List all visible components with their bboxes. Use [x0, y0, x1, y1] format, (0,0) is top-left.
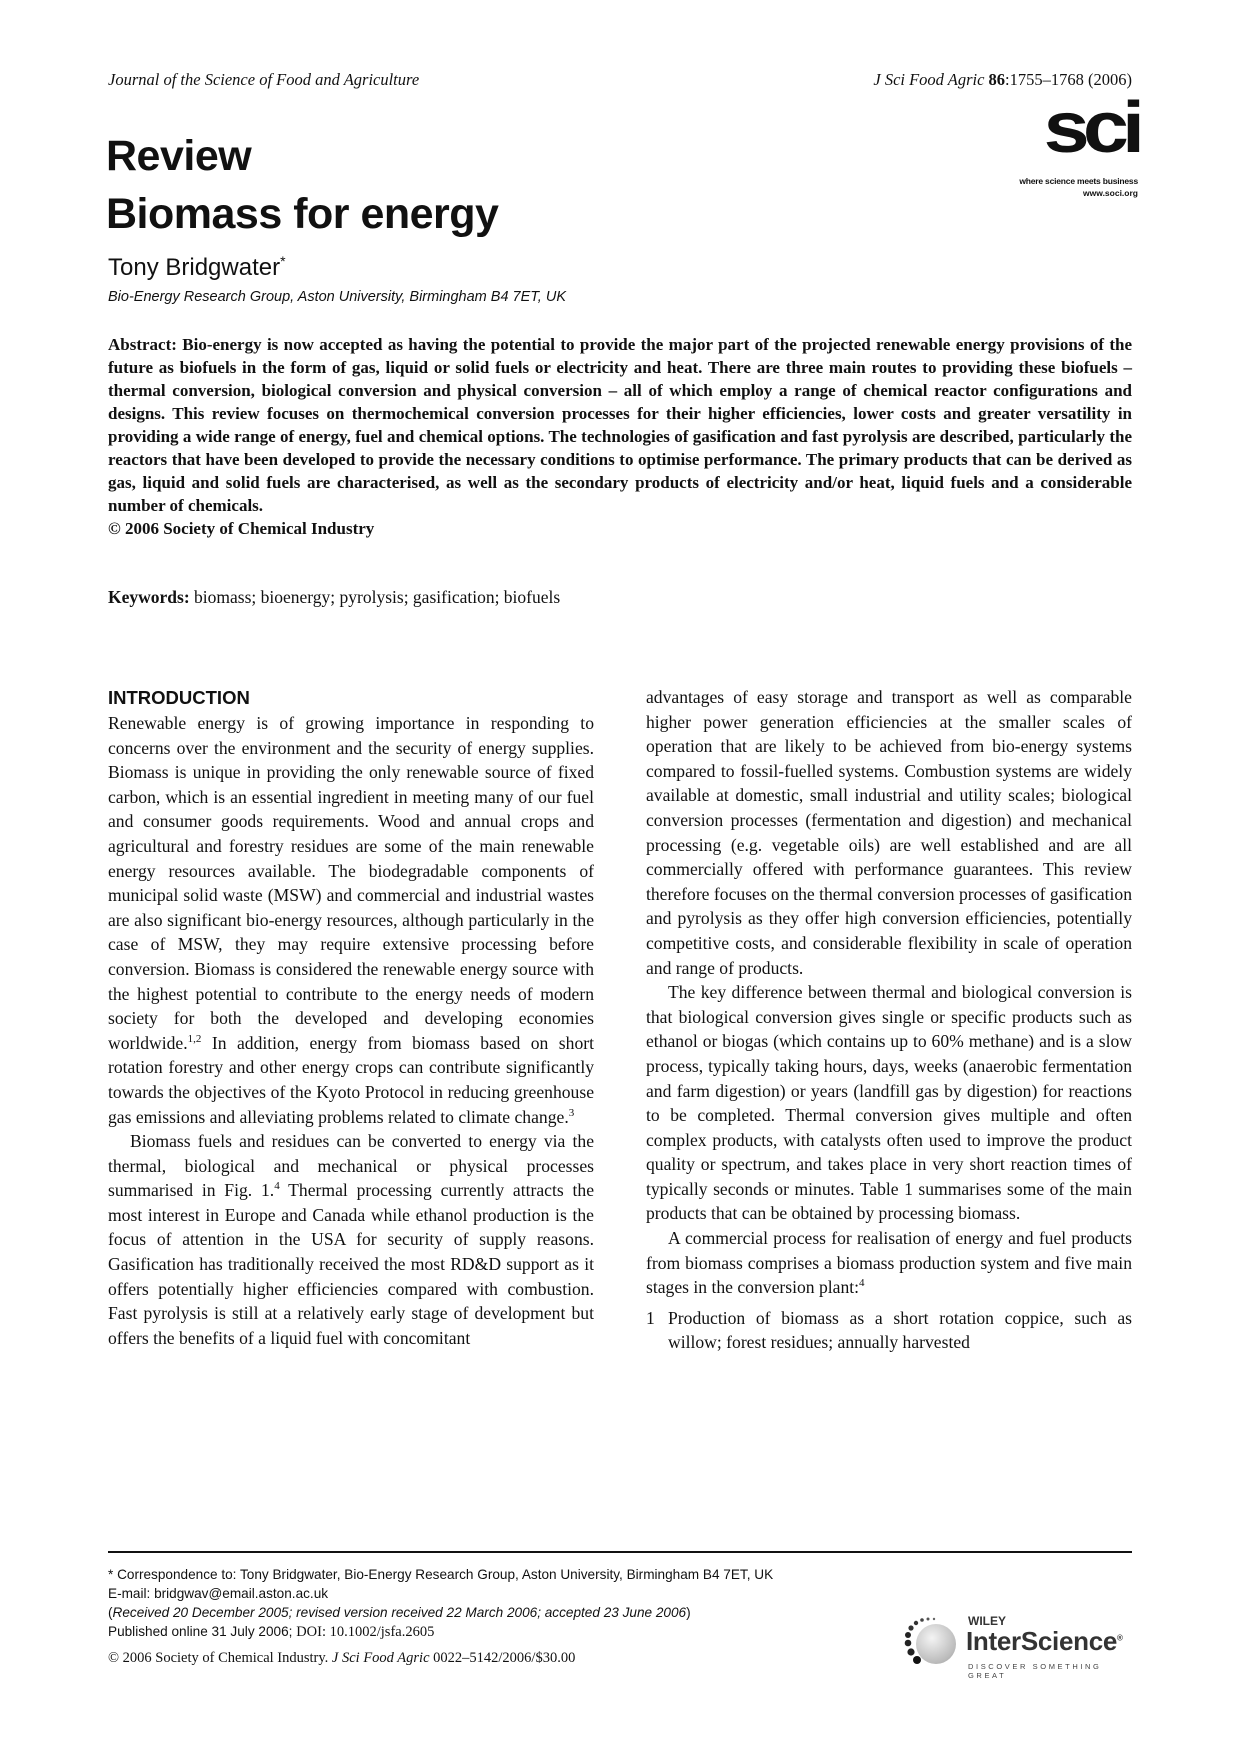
paragraph-2-start [108, 1129, 594, 1350]
sci-logo-tagline: where science meets business [1019, 176, 1138, 186]
article-type: Review [106, 132, 252, 180]
paragraph-4-text: A commercial process for realisation of energy and fuel products from biomass comprises a biomass production system and five main stages in the conversion plant: [646, 1228, 1132, 1298]
list-item-text: Production of biomass as a short rotation coppice, such as willow; forest residues; annually harvested [668, 1307, 1132, 1353]
copyright-text: © 2006 Society of Chemical Industry. [108, 1650, 332, 1666]
paragraph-1-text-b: In addition, energy from biomass based on short rotation forestry and other energy crops can contribute significantly towards the objectives of the Kyoto Protocol in reducing greenhouse gas emissions and alleviating problems related to climate change. [108, 1032, 594, 1127]
interscience-wordmark [966, 1626, 1123, 1657]
wiley-tagline: DISCOVER SOMETHING GREAT [968, 1662, 1102, 1680]
keywords [108, 587, 560, 608]
section-heading-introduction: INTRODUCTION [108, 687, 250, 708]
paragraph-1-text-a: Renewable energy is of growing importance in responding to concerns over the environment and the security of energy supplies. Biomass is unique in providing the only renewable source of fixed carbon, which is an essential ingredient in meeting many of our fuel and consumer goods requirements. Wood and annual crops and agricultural and forestry residues are some of the main renewable energy resources available. The biodegradable components of municipal solid waste (MSW) and commercial and industrial wastes are also significant bio-energy resources, although particularly in the case of MSW, they may require extensive processing before conversion. Biomass is considered the renewable energy source with the highest potential to contribute to the energy needs of modern society for both the developed and developing economies worldwide. [108, 713, 594, 1053]
list-item-number: 1 [646, 1307, 655, 1328]
body-column-right [646, 685, 1132, 1355]
article-author [108, 253, 286, 282]
citation-ref[interactable]: 4 [274, 1180, 280, 1193]
footnote-published [108, 1622, 773, 1642]
copyright-journal: J Sci Food Agric [331, 1650, 430, 1666]
copyright-issn: 0022–5142/2006/$30.00 [429, 1650, 576, 1666]
sci-logo-mark: sci [1043, 88, 1138, 168]
abstract-copyright: © 2006 Society of Chemical Industry [108, 519, 375, 538]
globe-icon [916, 1624, 956, 1664]
footnote-divider [108, 1551, 1132, 1553]
article-affiliation: Bio-Energy Research Group, Aston University, Birmingham B4 7ET, UK [108, 289, 567, 305]
footnote-correspondence: * Correspondence to: Tony Bridgwater, Bio-Energy Research Group, Aston University, Birmingham B4 7ET, UK [108, 1567, 774, 1582]
article-title: Biomass for energy [106, 190, 499, 238]
published-date: Published online 31 July 2006; [108, 1624, 297, 1639]
citation-pages: :1755–1768 (2006) [1005, 70, 1132, 89]
keywords-label: Keywords: [108, 587, 190, 607]
running-header-citation [873, 70, 1132, 90]
footnote-email[interactable]: E-mail: bridgwav@email.aston.ac.uk [108, 1586, 329, 1601]
doi-link[interactable]: DOI: 10.1002/jsfa.2605 [296, 1624, 435, 1640]
paragraph-4 [646, 1226, 1132, 1300]
sci-logo-url: www.soci.org [1083, 188, 1138, 198]
paragraph-2-continued: advantages of easy storage and transport as well as comparable higher power generation efficiencies at the smaller scales of operation that are likely to be achieved from bio-energy systems compared to fossil-fuelled systems. Combustion systems are widely available at domestic, small industrial and utility scales; biological conversion processes (fermentation and digestion) and mechanical processing (e.g. vegetable oils) are well established and are all commercially offered with performance guarantees. This review therefore focuses on the thermal conversion processes of gasification and pyrolysis as they offer high conversion efficiencies, potentially competitive costs, and considerable flexibility in scale of operation and range of products. [646, 687, 1132, 978]
body-column-left [108, 687, 594, 1350]
interscience-name: InterScience [966, 1626, 1118, 1656]
citation-ref[interactable]: 1,2 [187, 1032, 202, 1045]
sci-logo [1006, 88, 1138, 200]
paragraph-1 [108, 711, 594, 1129]
keywords-values: biomass; bioenergy; pyrolysis; gasification; biofuels [194, 587, 561, 607]
footnote-received: (Received 20 December 2005; revised version received 22 March 2006; accepted 23 June 2006) [108, 1605, 691, 1620]
received-dates: Received 20 December 2005; revised version received 22 March 2006; accepted 23 June 2006 [112, 1605, 687, 1620]
list-item [646, 1306, 1132, 1355]
citation-abbrev: J Sci Food Agric [873, 70, 985, 89]
citation-ref[interactable]: 3 [568, 1106, 575, 1119]
citation-volume: 86 [988, 70, 1006, 89]
footnotes [108, 1565, 773, 1642]
citation-ref[interactable]: 4 [859, 1277, 865, 1290]
registered-mark: ® [1117, 1633, 1123, 1643]
abstract-text: Abstract: Bio-energy is now accepted as having the potential to provide the major part of the projected renewable energy provisions of the future as biofuels in the form of gas, liquid or solid fuels or electricity and heat. There are three main routes to providing these biofuels – thermal conversion, biological conversion and physical conversion – all of which employ a range of chemical reactor configurations and designs. This review focuses on thermochemical conversion processes for their higher efficiencies, lower costs and greater versatility in providing a wide range of energy, fuel and chemical options. The technologies of gasification and fast pyrolysis are described, particularly the reactors that have been developed to provide the necessary conditions to optimise performance. The primary products that can be derived as gas, liquid and solid fuels are characterised, as well as the secondary products of electricity and/or heat, liquid fuels and a considerable number of chemicals. [108, 335, 1132, 515]
author-name: Tony Bridgwater [108, 254, 281, 281]
paragraph-2-text-b: Thermal processing currently attracts the most interest in Europe and Canada while ethanol production is the focus of attention in the USA for security of supply reasons. Gasification has traditionally received the most RD&D support as it offers potentially higher efficiencies compared with combustion. Fast pyrolysis is still at a relatively early stage of development but offers the benefits of a liquid fuel with concomitant [108, 1180, 595, 1348]
abstract [108, 333, 1132, 540]
wiley-brand: WILEY [968, 1614, 1006, 1628]
wiley-interscience-logo [900, 1612, 1140, 1680]
running-header-journal: Journal of the Science of Food and Agriculture [108, 70, 420, 89]
paragraph-2-text-a: Biomass fuels and residues can be converted to energy via the thermal, biological and mechanical or physical processes summarised in Fig. 1. [108, 1131, 594, 1201]
copyright-line [108, 1650, 575, 1667]
author-footnote-mark[interactable]: * [280, 253, 286, 269]
paragraph-3: The key difference between thermal and biological conversion is that biological conversion gives single or specific products such as ethanol or biogas (which contains up to 60% methane) and is a slow process, typically taking hours, days, weeks (anaerobic fermentation and farm digestion) or years (landfill gas by digestion) for reactions to be completed. Thermal conversion gives multiple and often complex products, with catalysts often used to improve the product quality or spectrum, and takes place in very short reaction times of typically seconds or minutes. Table 1 summarises some of the main products that can be obtained by processing biomass. [646, 982, 1132, 1224]
